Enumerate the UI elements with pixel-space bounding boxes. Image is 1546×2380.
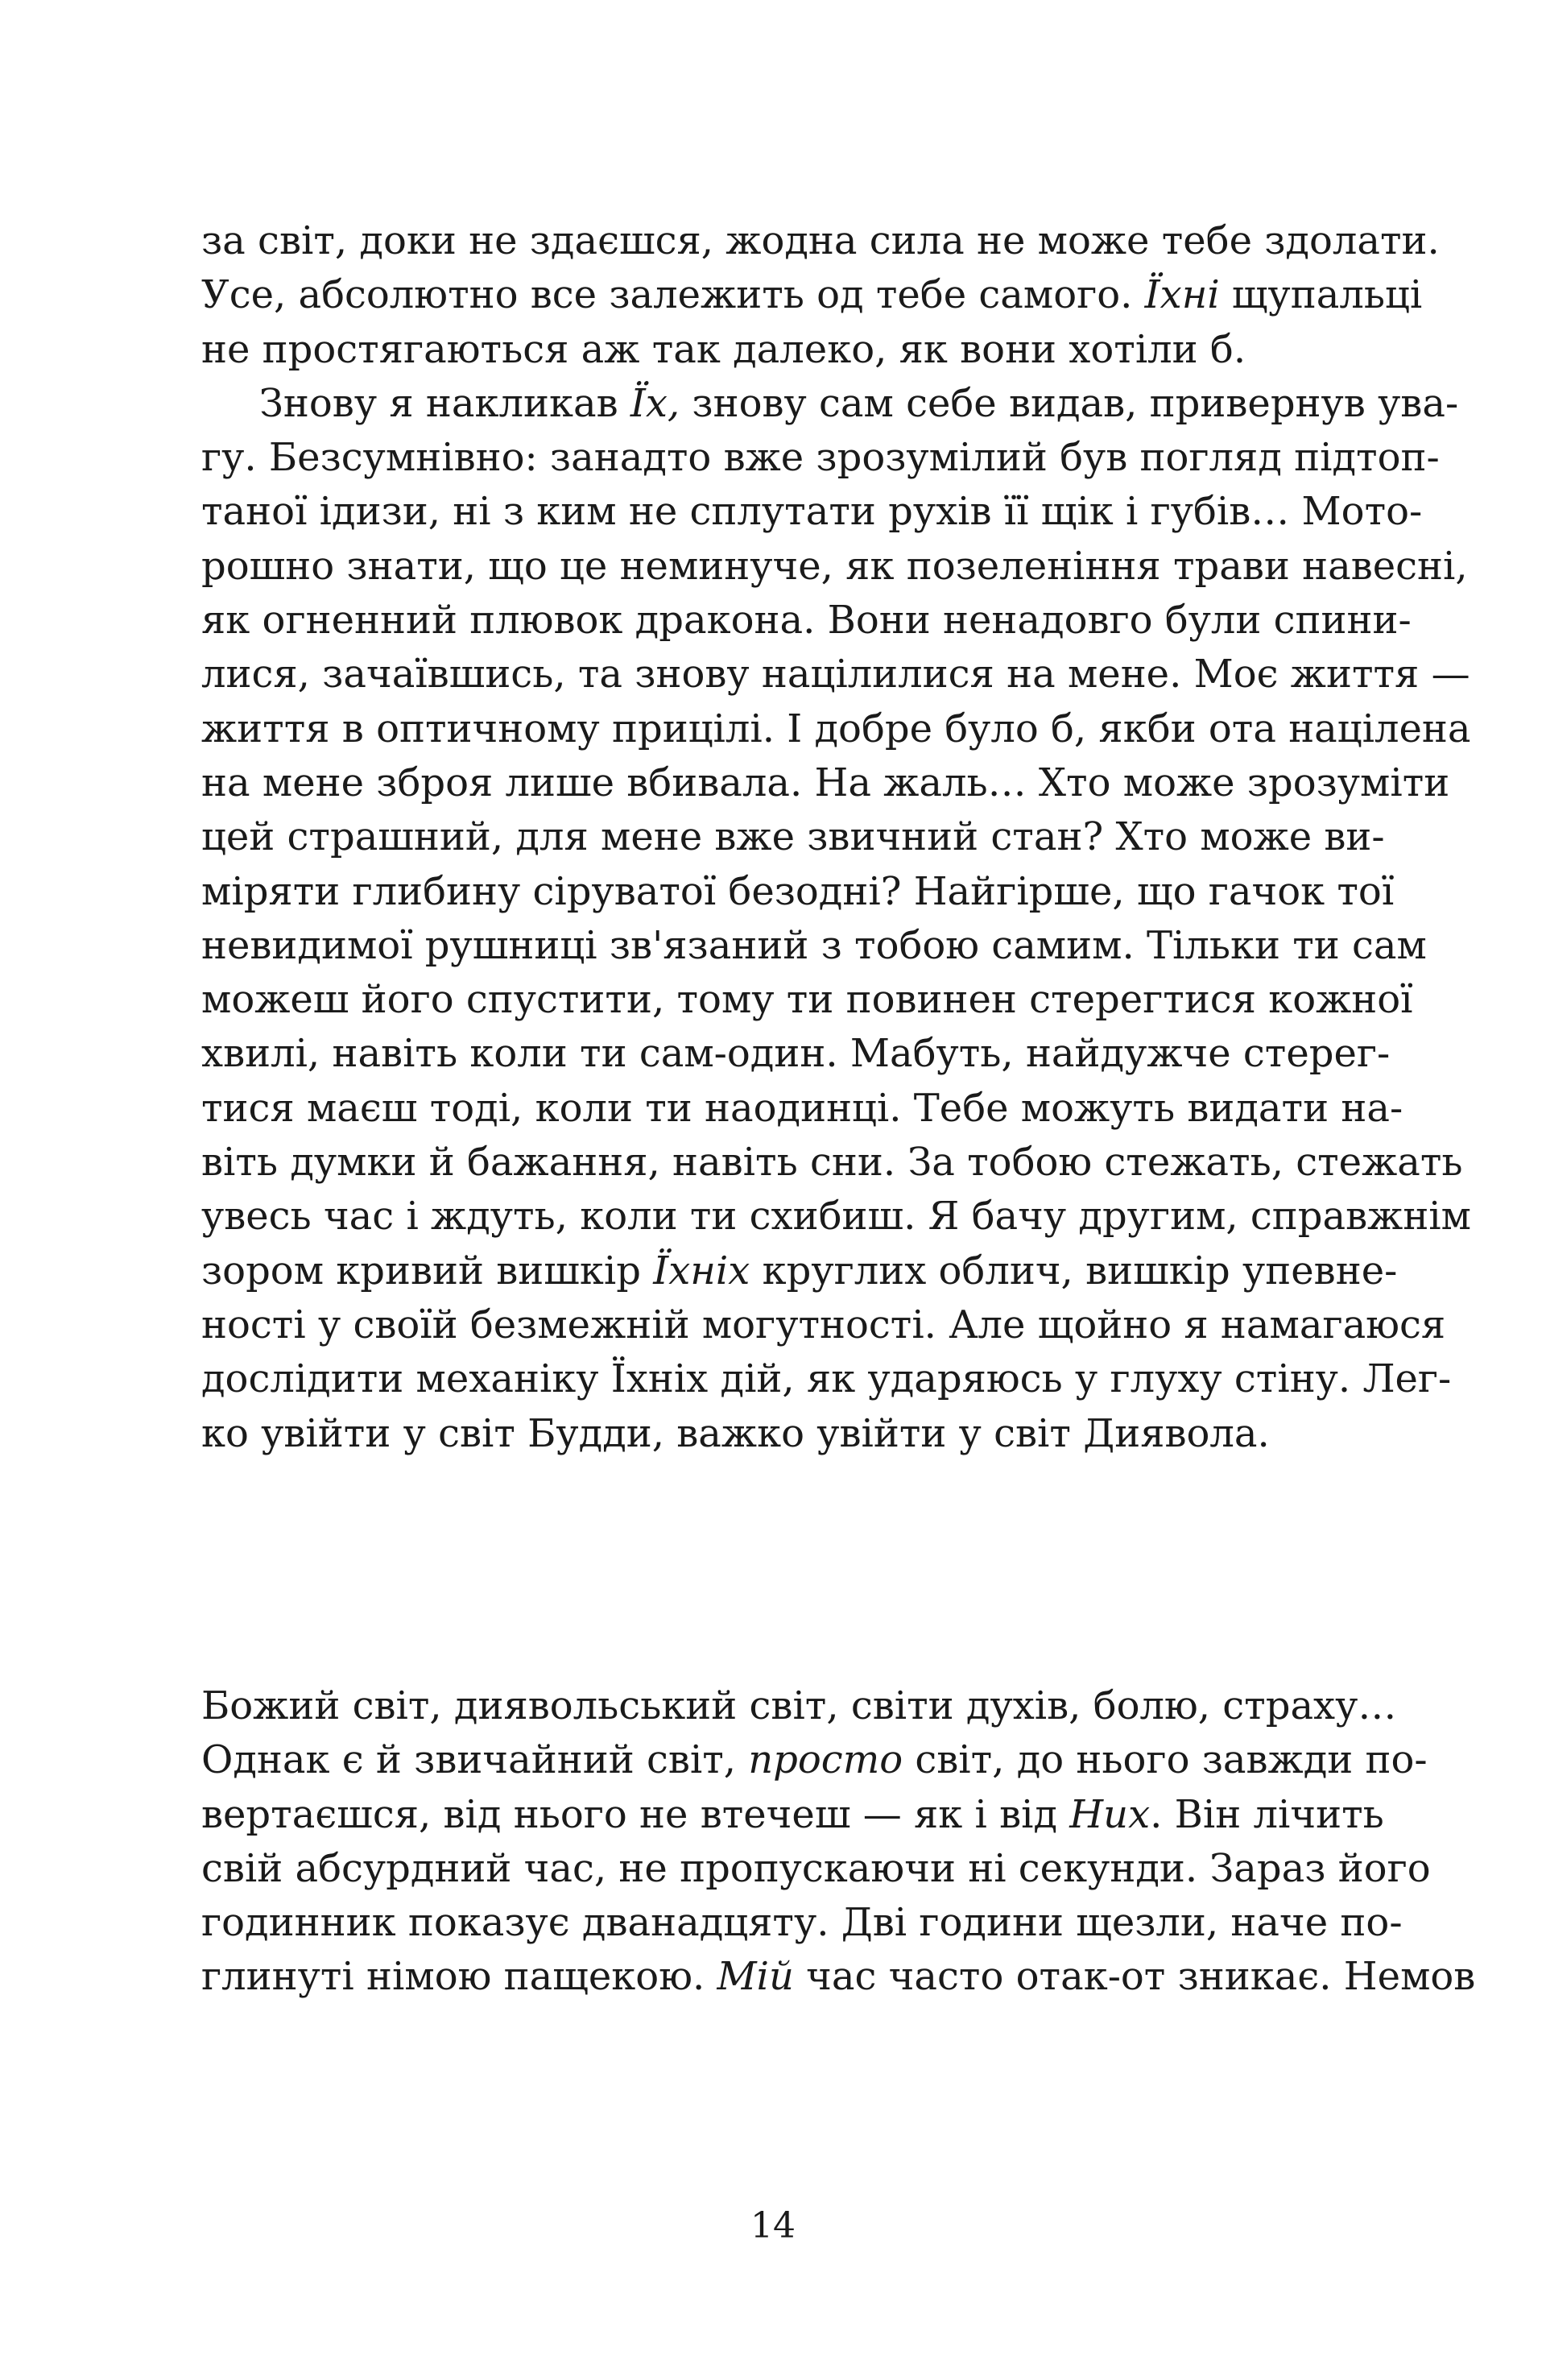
italic-emphasis: Їхні	[1144, 272, 1220, 318]
text-line: дослідити механіку Їхніх дій, як ударяюсь у глуху стіну. Лег-	[201, 1356, 1452, 1402]
text-line: як огненний плювок дракона. Вони ненадовго були спини-	[201, 598, 1412, 644]
text-line: можеш його спустити, тому ти повинен стерегтися кожної	[201, 977, 1413, 1023]
text-line: ності у своїй безмежній могутності. Але щойно я намагаюся	[201, 1302, 1446, 1347]
text-line: цей страшний, для мене вже звичний стан? Хто може ви-	[201, 814, 1385, 860]
text-line: Знову я накликав Їх, знову сам себе видав, привернув ува-	[259, 380, 1459, 426]
text-line: зором кривий вишкір Їхніх круглих облич, вишкір упевне-	[201, 1248, 1398, 1293]
text-line: лися, зачаївшись, та знову націлилися на мене. Моє життя —	[201, 652, 1470, 697]
text-line: вертаєшся, від нього не втечеш — як і від Них. Він лічить	[201, 1791, 1384, 1837]
italic-emphasis: Їх,	[630, 380, 680, 426]
text-line: ко увійти у світ Будди, важко увійти у світ Диявола.	[201, 1410, 1270, 1456]
text-line: не простягаються аж так далеко, як вони хотіли б.	[201, 326, 1246, 372]
italic-emphasis: Мій	[717, 1954, 794, 2000]
text-line: хвилі, навіть коли ти сам-один. Мабуть, найдужче стерег-	[201, 1031, 1391, 1077]
text-line: глинуті німою пащекою. Мій час часто отак-от зникає. Немов	[201, 1954, 1476, 2000]
text-line: рошно знати, що це неминуче, як позеленіння трави навесні,	[201, 543, 1468, 589]
text-line: за світ, доки не здаєшся, жодна сила не може тебе здолати.	[201, 218, 1440, 263]
text-line: тися маєш тоді, коли ти наодинці. Тебе можуть видати на-	[201, 1085, 1403, 1131]
text-line: свій абсурдний час, не пропускаючи ні секунди. Зараз його	[201, 1845, 1431, 1891]
text-line: увесь час і ждуть, коли ти схибиш. Я бачу другим, справжнім	[201, 1194, 1471, 1240]
text-line: на мене зброя лише вбивала. На жаль… Хто може зрозуміти	[201, 760, 1450, 805]
text-line: Однак є й звичайний світ, просто світ, до нього завжди по-	[201, 1737, 1428, 1783]
text-line: життя в оптичному прицілі. І добре було б, якби ота націлена	[201, 706, 1471, 751]
text-line: міряти глибину сіруватої безодні? Найгірше, що гачок тої	[201, 868, 1395, 914]
text-line: віть думки й бажання, навіть сни. За тобою стежать, стежать	[201, 1140, 1463, 1186]
italic-emphasis: Них	[1069, 1791, 1151, 1837]
paragraph-block-1	[201, 214, 1471, 1461]
paragraph-block-2	[201, 1679, 1476, 2005]
text-line: невидимої рушниці зв'язаний з тобою самим. Тільки ти сам	[201, 922, 1427, 968]
italic-emphasis: просто	[748, 1737, 903, 1783]
page-number: 14	[750, 2205, 796, 2246]
text-line: гу. Безсумнівно: занадто вже зрозумілий був погляд підтоп-	[201, 435, 1440, 481]
text-line: Усе, абсолютно все залежить од тебе самого. Їхні щупальці	[201, 272, 1423, 318]
text-line: годинник показує дванадцяту. Дві години щезли, наче по-	[201, 1900, 1403, 1946]
text-line: таної ідизи, ні з ким не сплутати рухів її щік і губів… Мото-	[201, 489, 1423, 535]
italic-emphasis: Їхніх	[653, 1248, 750, 1293]
text-line: Божий світ, диявольський світ, світи духів, болю, страху…	[201, 1683, 1397, 1728]
